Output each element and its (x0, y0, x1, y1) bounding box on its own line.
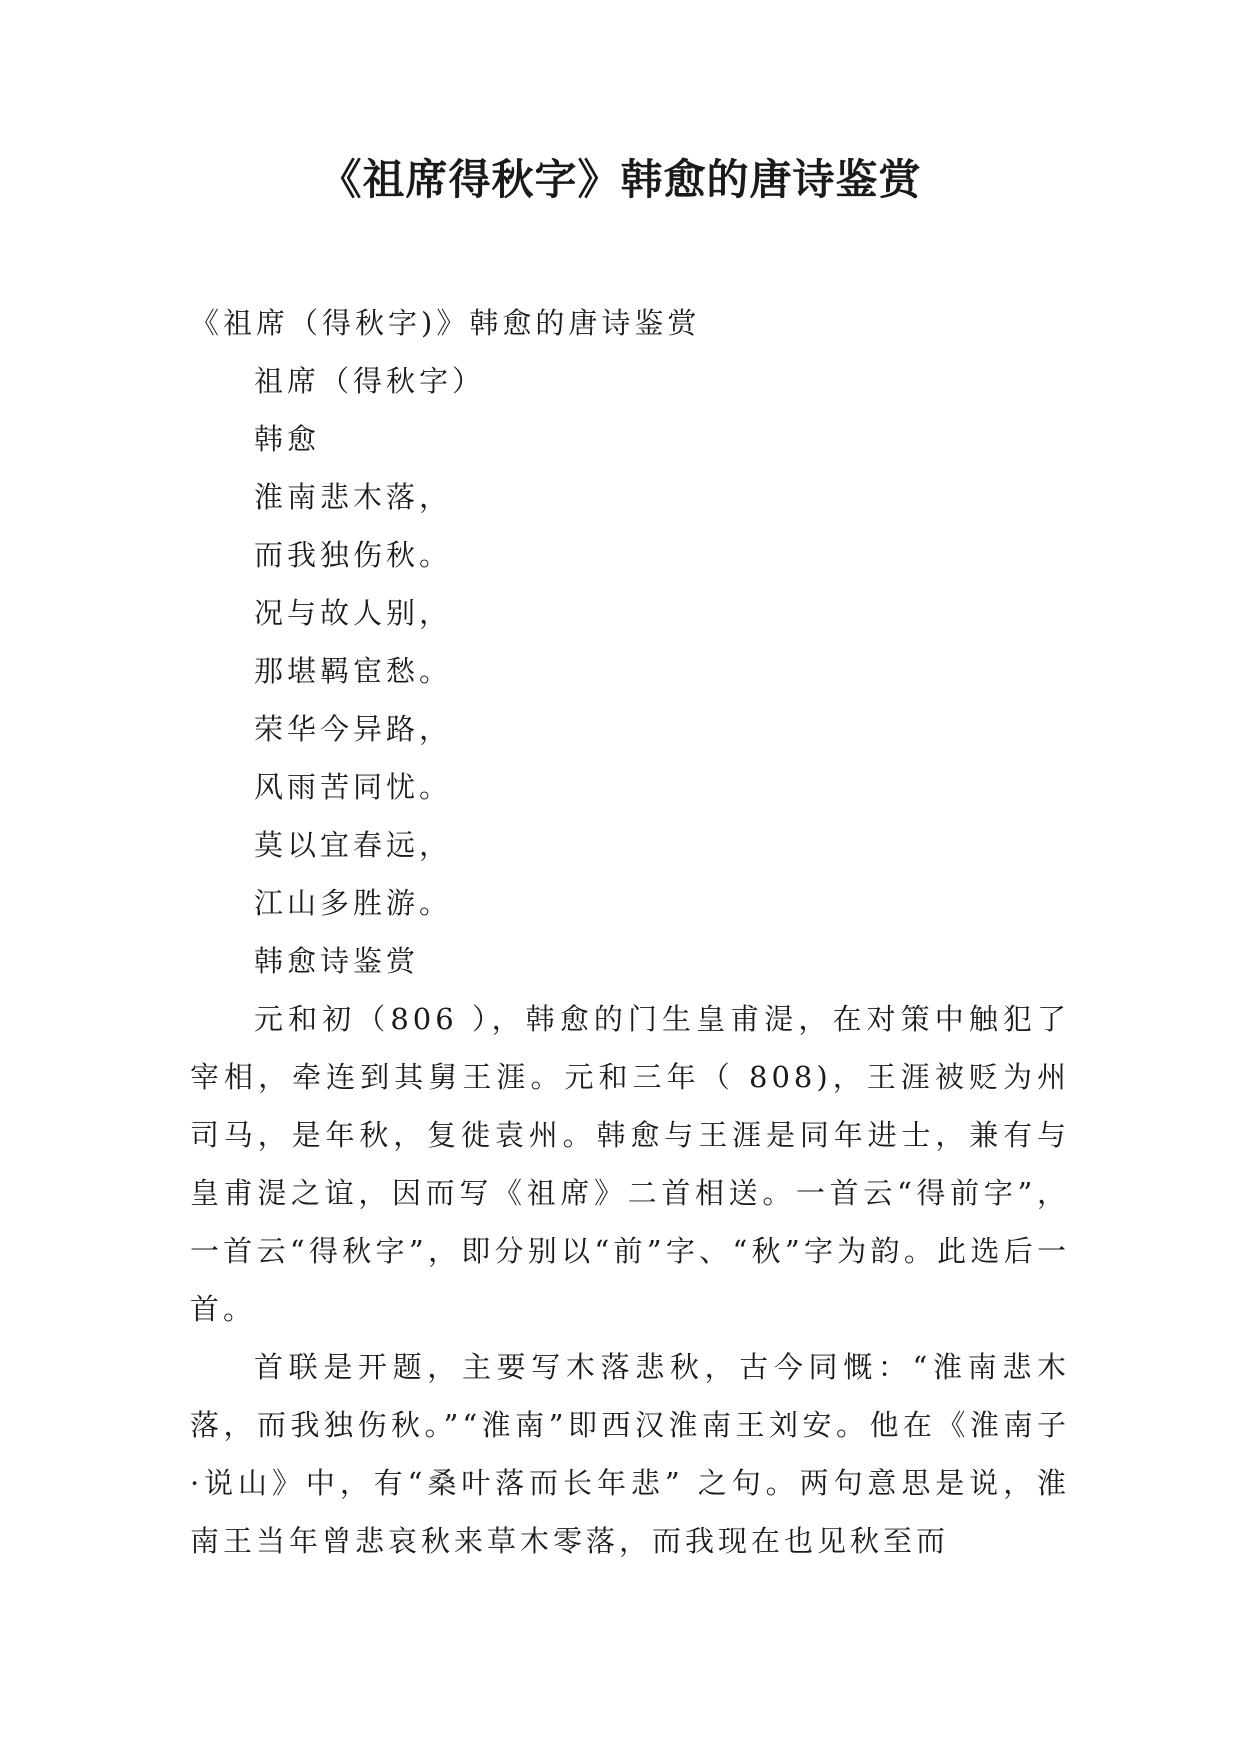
poem-author: 韩愈 (254, 422, 321, 456)
subtitle: 《祖席（得秋字)》韩愈的唐诗鉴赏 (190, 306, 701, 340)
poem-line: 荣华今异路， (254, 712, 453, 746)
poem-line: 莫以宜春远， (254, 828, 453, 862)
commentary-paragraph: 首联是开题，主要写木落悲秋，古今同慨：“淮南悲木落，而我独伤秋。”“淮南”即西汉淮南王刘安。他在《淮南子·说山》中，有“桑叶落而长年悲” 之句。两句意思是说，淮南王当年曾悲哀秋来草木零落，而我现在也见秋至而 (190, 1350, 1070, 1558)
poem-line: 江山多胜游。 (254, 886, 453, 920)
document-title: 《祖席得秋字》韩愈的唐诗鉴赏 (319, 155, 922, 204)
poem-line: 况与故人别， (254, 596, 453, 630)
poem-line: 那堪羁宦愁。 (254, 654, 453, 688)
poem-line: 而我独伤秋。 (254, 538, 453, 572)
poem-title: 祖席（得秋字） (254, 364, 486, 398)
poem-line: 淮南悲木落， (254, 480, 453, 514)
commentary-paragraph: 元和初（806 ），韩愈的门生皇甫湜，在对策中触犯了宰相，牵连到其舅王涯。元和三年（ 808)，王涯被贬为州司马，是年秋，复徙袁州。韩愈与王涯是同年进士，兼有与皇甫湜之谊，因而写《祖席》二首相送。一首云“得前字”，一首云“得秋字”，即分别以“前”字、“秋”字为韵。此选后一首。 (190, 1002, 1070, 1326)
document-body (190, 294, 1070, 1570)
poem-line: 风雨苦同忧。 (254, 770, 453, 804)
section-heading: 韩愈诗鉴赏 (254, 944, 420, 978)
